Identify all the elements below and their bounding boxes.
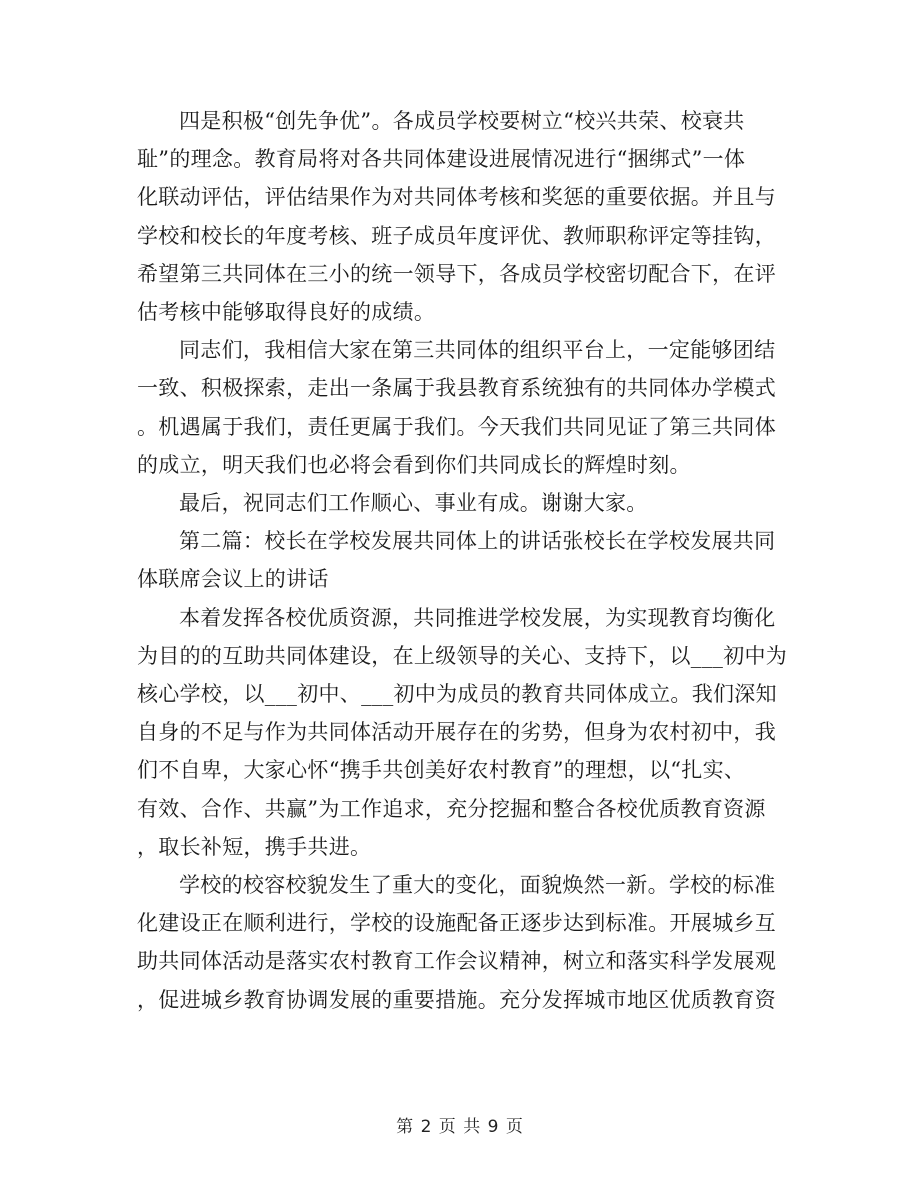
text-line: 希望第三共同体在三小的统一领导下，各成员学校密切配合下，在评 <box>137 261 776 286</box>
paragraph-6 <box>137 866 779 1019</box>
text-line: 学校和校长的年度考核、班子成员年度评优、教师职称评定等挂钩， <box>137 223 776 248</box>
text-line: 学校的校容校貌发生了重大的变化，面貌焕然一新。学校的标准 <box>179 873 776 898</box>
document-body <box>137 102 788 1019</box>
text-line: 化建设正在顺利进行，学校的设施配备正逐步达到标准。开展城乡互 <box>137 911 776 936</box>
paragraph-3 <box>137 484 779 522</box>
text-line: ，促进城乡教育协调发展的重要措施。充分发挥城市地区优质教育资 <box>137 987 776 1012</box>
section-heading <box>137 522 779 598</box>
text-line: 体联席会议上的讲话 <box>137 567 329 592</box>
paragraph-1 <box>137 102 779 331</box>
text-line: 化联动评估，评估结果作为对共同体考核和奖惩的重要依据。并且与 <box>137 185 776 210</box>
text-line: 有效、合作、共赢”为工作追求，充分挖掘和整合各校优质教育资源 <box>137 796 766 821</box>
paragraph-2 <box>137 331 779 484</box>
text-line: 同志们，我相信大家在第三共同体的组织平台上，一定能够团结 <box>179 338 776 363</box>
text-line: 估考核中能够取得良好的成绩。 <box>137 300 436 325</box>
text-line: 四是积极“创先争优”。各成员学校要树立“校兴共荣、校衰共 <box>179 109 745 133</box>
text-line: 核心学校，以___初中、___初中为成员的教育共同体成立。我们深知 <box>137 682 777 707</box>
text-line: ，取长补短，携手共进。 <box>137 834 372 859</box>
text-line: 第二篇：校长在学校发展共同体上的讲话张校长在学校发展共同 <box>179 529 776 554</box>
text-line: 一致、积极探索，走出一条属于我县教育系统独有的共同体办学模式 <box>137 376 776 401</box>
text-line: 助共同体活动是落实农村教育工作会议精神，树立和落实科学发展观 <box>137 949 776 974</box>
text-line: 耻”的理念。教育局将对各共同体建设进展情况进行“捆绑式”一体 <box>137 147 746 172</box>
text-line: 的成立，明天我们也必将会看到你们共同成长的辉煌时刻。 <box>137 452 691 477</box>
text-line: 为目的的互助共同体建设，在上级领导的关心、支持下，以___初中为 <box>137 643 788 668</box>
text-line: 最后，祝同志们工作顺心、事业有成。谢谢大家。 <box>179 491 648 516</box>
paragraph-5 <box>137 599 788 866</box>
text-line: 本着发挥各校优质资源，共同推进学校发展，为实现教育均衡化 <box>179 605 776 630</box>
text-line: 自身的不足与作为共同体活动开展存在的劣势，但身为农村初中，我 <box>137 720 776 745</box>
page-number: 第 2 页 共 9 页 <box>396 1117 524 1137</box>
text-line: 。机遇属于我们，责任更属于我们。今天我们共同见证了第三共同体 <box>137 414 776 439</box>
text-line: 们不自卑，大家心怀“携手共创美好农村教育”的理想，以“扎实、 <box>137 758 746 783</box>
